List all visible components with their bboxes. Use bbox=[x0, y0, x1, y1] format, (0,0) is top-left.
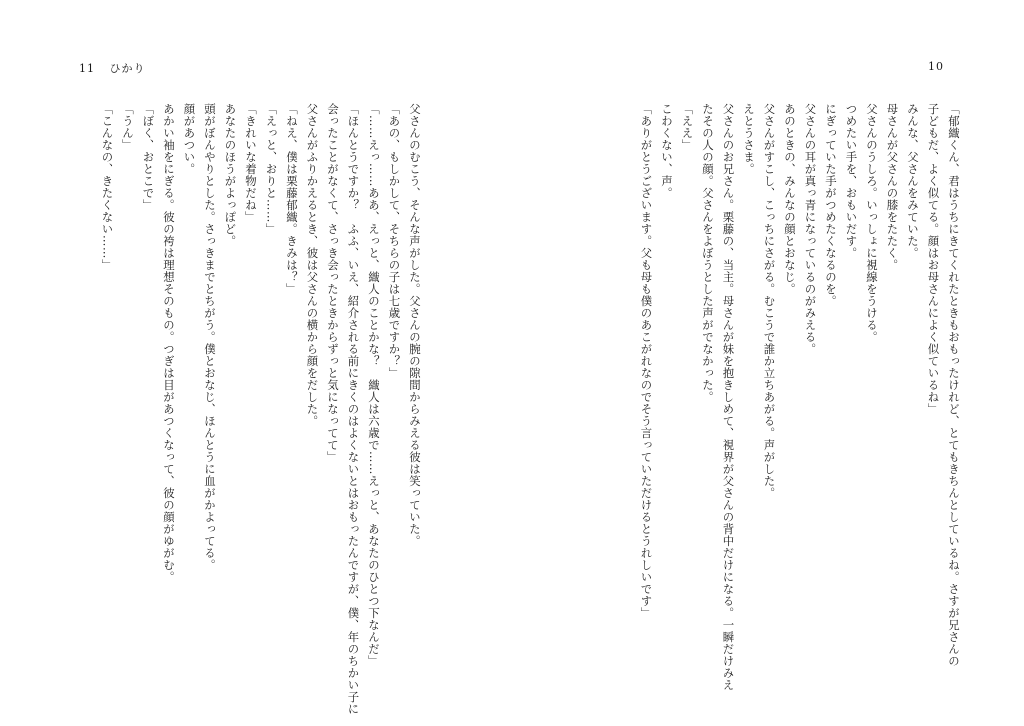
text-line: 「あの、もしかして、そちらの子は七歳ですか？」 bbox=[387, 103, 402, 379]
text-line: みんな、父さんをみていた。 bbox=[906, 103, 920, 259]
text-line: えとうさま。 bbox=[742, 103, 756, 175]
right-page-body bbox=[636, 103, 964, 703]
text-line: あのときの、みんなの顔とおなじ。 bbox=[783, 103, 797, 295]
text-line: 「郁織くん、君はうちにきてくれたときもおもったけれど、とてもきちんとしているね。さすが兄さんの bbox=[947, 103, 961, 667]
right-page-header bbox=[928, 60, 944, 73]
text-line: 父さんのうしろ。いっしょに視線をうける。 bbox=[865, 103, 879, 343]
text-line: 「きれいな着物だね」 bbox=[244, 103, 258, 223]
right-page-number: 10 bbox=[928, 60, 944, 73]
text-line: 父さんのお兄さん。栗藤の、当主。母さんが妹を抱きしめて、視界が父さんの背中だけになる。一瞬だけみえ bbox=[721, 103, 736, 691]
text-line: 子どもだ、よく似てる。顔はお母さんによく似ているね」 bbox=[926, 103, 941, 415]
text-line: 「……えっ……ああ、えっと、織人のことかな？ 織人は六歳で……えっと、あなたのひとつ下なんだ」 bbox=[367, 103, 381, 667]
text-line: あなたのほうがよっぽど。 bbox=[223, 103, 238, 247]
running-title: ひかり bbox=[109, 62, 146, 75]
text-line: 頭がぼんやりとした。さっきまでとちがう。僕とおなじ、ほんとうに血がかよってる。 bbox=[203, 103, 217, 571]
text-line: 父さんがふりかえるとき、彼は父さんの横から顔をだした。 bbox=[305, 103, 320, 427]
text-line: たその人の顔。父さんをよぼうとした声がでなかった。 bbox=[701, 103, 715, 403]
text-line: 「うん」 bbox=[121, 103, 135, 151]
text-line: 会ったことがなくて、さっき会ったときからずっと気になってて」 bbox=[326, 103, 340, 463]
text-line: 父さんの耳が真っ青になっているのがみえる。 bbox=[803, 103, 818, 355]
text-line: あかい袖をにぎる。彼の袴は理想そのもの。つぎは目があつくなって、彼の顔がゆがむ。 bbox=[162, 103, 176, 583]
left-page-number: 11 bbox=[79, 62, 95, 75]
text-line: 父さんのむこう、そんな声がした。父さんの腕の隙間からみえる彼は笑っていた。 bbox=[408, 103, 422, 547]
text-line: 「ありがとうございます。父も母も僕のあこがれなのでそう言っていただけるとうれしいです」 bbox=[639, 103, 654, 619]
text-line: 「ねえ、僕は栗藤郁織。きみは？」 bbox=[285, 103, 299, 295]
text-line: 「えっと、おりと……」 bbox=[264, 103, 279, 235]
text-line: 「ほんとうですか？ ふふ、いえ、紹介される前にきくのはよくないとはおもったんですが、僕、年のちかい子に bbox=[346, 103, 361, 715]
text-line: 「こんなの、きたくない……」 bbox=[100, 103, 115, 271]
left-page-body bbox=[97, 103, 425, 715]
text-line: にぎっていた手がつめたくなるのを。 bbox=[824, 103, 838, 307]
right-page bbox=[512, 0, 1024, 726]
text-line: 父さんがすこし、こっちにさがる。むこうで誰か立ちあがる。声がした。 bbox=[762, 103, 777, 499]
text-line: 母さんが父さんの膝をたたく。 bbox=[885, 103, 900, 271]
text-line: こわくない、声。 bbox=[660, 103, 674, 199]
text-line: 顔があつい。 bbox=[182, 103, 197, 175]
left-page-header bbox=[79, 60, 146, 76]
text-line: 「ぼく、おとこで」 bbox=[141, 103, 156, 211]
text-line: つめたい手を、おもいだす。 bbox=[844, 103, 859, 259]
text-line: 「ええ」 bbox=[680, 103, 695, 151]
